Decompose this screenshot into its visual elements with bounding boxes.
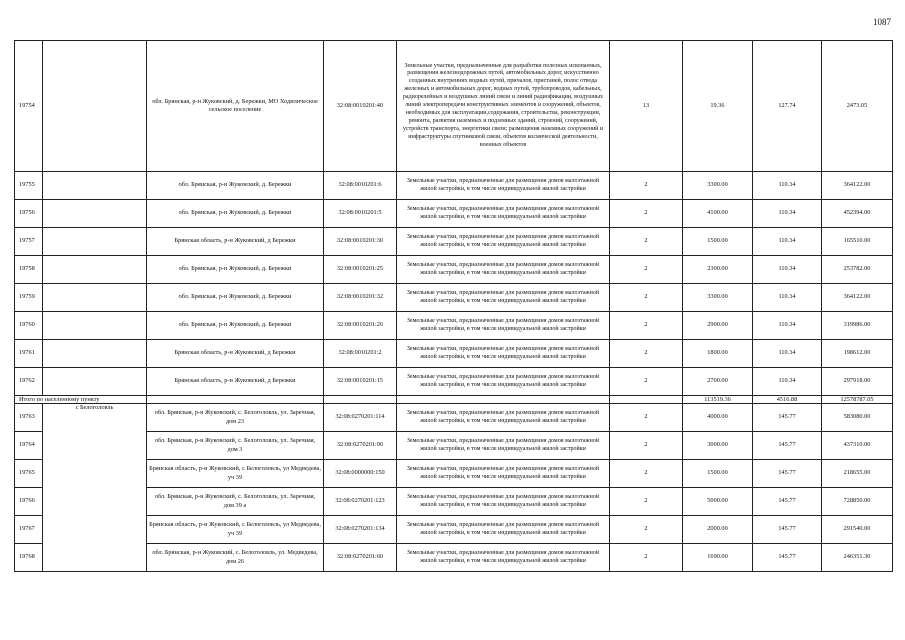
table-row [15,516,893,544]
land-use-cell: Земельные участки, предназначенные для размещения домов малоэтажной жилой застройки, в том числе индивидуальной жилой застройки [397,544,610,572]
area-cell: 5000.00 [683,488,753,516]
unit-cost-cell: 145.77 [753,432,822,460]
unit-cost-cell: 145.77 [753,516,822,544]
area-cell: 19.36 [683,41,753,172]
total-cost-cell: 728850.00 [822,488,893,516]
row-number: 19758 [15,256,43,284]
address-cell: обл. Брянская, р-н Жуковский, д. Бережки [147,200,324,228]
table-row [15,312,893,340]
land-use-cell: Земельные участки, предназначенные для разработки полезных ископаемых, размещения железнодорожных путей, автомобильных дорог, искусственно созданных внутренних водных путей, причалов, пристаней, полос отвода железных и автомобильных дорог, водных путей, трубопроводов, кабельных, радиорелейных и воздушных линий связи и линий радиофикации, воздушных линий электропередачи конструктивных элементов и сооружений, объектов, необходимых для эксплуатации,содержания, строительства, реконструкции, ремонта, развития наземных и подземных зданий, строений, сооружений, устройств транспорта, энергетики связи; размещения наземных сооружений и инфраструктуры спутниковой связи, объектов космической деятельности, военных объектов [397,41,610,172]
total-cost-cell: 319986.00 [822,312,893,340]
address-cell: обл. Брянская, р-н Жуковский, д. Бережки [147,172,324,200]
land-use-cell: Земельные участки, предназначенные для размещения домов малоэтажной жилой застройки, в том числе индивидуальной жилой застройки [397,256,610,284]
use-code: 2 [610,284,683,312]
area-cell: 1800.00 [683,340,753,368]
unit-cost-cell: 110.34 [753,200,822,228]
row-number: 19766 [15,488,43,516]
use-code: 2 [610,432,683,460]
settlement-cell [43,41,147,172]
area-cell: 2000.00 [683,516,753,544]
cadastral-number: 32:08:0010201:40 [324,41,397,172]
settlement-cell [43,284,147,312]
address-cell: Брянская область, р-н Жуковский, д Бережки [147,368,324,396]
use-code: 2 [610,516,683,544]
settlement-cell [43,228,147,256]
settlement-cell [43,368,147,396]
subtotal-row [15,396,893,404]
use-code: 2 [610,256,683,284]
table-row [15,172,893,200]
area-cell: 1690.00 [683,544,753,572]
cadastral-number: 32:08:0270201:90 [324,432,397,460]
table-cell [147,396,324,404]
total-cost-cell: 437310.00 [822,432,893,460]
use-code: 2 [610,404,683,432]
total-cost-cell: 297918.00 [822,368,893,396]
land-use-cell: Земельные участки, предназначенные для размещения домов малоэтажной жилой застройки, в том числе индивидуальной жилой застройки [397,200,610,228]
cadastral-number: 32:08:0010201:6 [324,172,397,200]
use-code: 2 [610,172,683,200]
subtotal-total: 12578787.05 [822,396,893,404]
total-cost-cell: 364122.00 [822,284,893,312]
address-cell: обл. Брянская, р-н Жуковский, д. Бережки [147,284,324,312]
total-cost-cell: 452394.00 [822,200,893,228]
total-cost-cell: 583080.00 [822,404,893,432]
land-use-cell: Земельные участки, предназначенные для размещения домов малоэтажной жилой застройки, в том числе индивидуальной жилой застройки [397,368,610,396]
cadastral-number: 32:08:0270201:114 [324,404,397,432]
use-code: 2 [610,544,683,572]
table-cell [397,396,610,404]
table-cell [324,396,397,404]
table-cell [610,396,683,404]
address-cell: Брянская область, р-н Жуковский, с Белоголовль, ул Медведева, уч 39 [147,460,324,488]
unit-cost-cell: 145.77 [753,460,822,488]
settlement-cell [43,312,147,340]
land-use-cell: Земельные участки, предназначенные для размещения домов малоэтажной жилой застройки, в том числе индивидуальной жилой застройки [397,228,610,256]
unit-cost-cell: 110.34 [753,172,822,200]
unit-cost-cell: 145.77 [753,488,822,516]
settlement-name: с Белоголовль [43,404,147,572]
use-code: 13 [610,41,683,172]
land-use-cell: Земельные участки, предназначенные для размещения домов малоэтажной жилой застройки, в том числе индивидуальной жилой застройки [397,312,610,340]
area-cell: 4100.00 [683,200,753,228]
settlement-cell [43,172,147,200]
cadastral-number: 32:08:0270201:134 [324,516,397,544]
total-cost-cell: 218655.00 [822,460,893,488]
unit-cost-cell: 127.74 [753,41,822,172]
table-row [15,228,893,256]
table-body-group2 [15,404,893,572]
settlement-cell [43,256,147,284]
table-row [15,488,893,516]
cadastral-number: 32:08:0010201:15 [324,368,397,396]
row-number: 19768 [15,544,43,572]
address-cell: обл. Брянская, р-н Жуковский, с. Белоголовль, ул. Заречная, дом 23 [147,404,324,432]
table-row [15,544,893,572]
row-number: 19763 [15,404,43,432]
unit-cost-cell: 110.34 [753,228,822,256]
total-cost-cell: 198612.00 [822,340,893,368]
settlement-cell [43,200,147,228]
unit-cost-cell: 110.34 [753,368,822,396]
land-use-cell: Земельные участки, предназначенные для размещения домов малоэтажной жилой застройки, в том числе индивидуальной жилой застройки [397,172,610,200]
row-number: 19765 [15,460,43,488]
page-number: 1087 [873,17,891,27]
row-number: 19755 [15,172,43,200]
row-number: 19764 [15,432,43,460]
address-cell: обл. Брянская, р-н Жуковский, д. Бережки [147,256,324,284]
total-cost-cell: 364122.00 [822,172,893,200]
address-cell: обл. Брянская, р-н Жуковский, с. Белоголовль, ул. Заречная, дом 3 [147,432,324,460]
total-cost-cell: 253782.00 [822,256,893,284]
table-row [15,404,893,432]
row-number: 19762 [15,368,43,396]
row-number: 19761 [15,340,43,368]
address-cell: обл. Брянская, р-н Жуковский, с. Белоголовль, ул. Заречная, дом 39 а [147,488,324,516]
row-number: 19759 [15,284,43,312]
table-body-group1 [15,41,893,396]
address-cell: Брянская область, р-н Жуковский, с Белоголовль, ул Медведева, уч 39 [147,516,324,544]
land-use-cell: Земельные участки, предназначенные для размещения домов малоэтажной жилой застройки, в том числе индивидуальной жилой застройки [397,460,610,488]
table-row [15,200,893,228]
area-cell: 2700.00 [683,368,753,396]
table-row [15,41,893,172]
unit-cost-cell: 110.34 [753,340,822,368]
use-code: 2 [610,460,683,488]
row-number: 19754 [15,41,43,172]
area-cell: 2900.00 [683,312,753,340]
area-cell: 2300.00 [683,256,753,284]
subtotal-label: Итого по населенному пункту [15,396,147,404]
row-number: 19757 [15,228,43,256]
land-use-cell: Земельные участки, предназначенные для размещения домов малоэтажной жилой застройки, в том числе индивидуальной жилой застройки [397,432,610,460]
use-code: 2 [610,200,683,228]
cadastral-number: 32:08:0010201:26 [324,312,397,340]
unit-cost-cell: 110.34 [753,284,822,312]
use-code: 2 [610,228,683,256]
cadastral-number: 32:08:0010201:25 [324,256,397,284]
land-use-cell: Земельные участки, предназначенные для размещения домов малоэтажной жилой застройки, в том числе индивидуальной жилой застройки [397,340,610,368]
area-cell: 1500.00 [683,228,753,256]
area-cell: 1500.00 [683,460,753,488]
area-cell: 3300.00 [683,284,753,312]
cadastral-number: 32:08:0270201:123 [324,488,397,516]
total-cost-cell: 165510.00 [822,228,893,256]
table-row [15,432,893,460]
table-row [15,340,893,368]
land-use-cell: Земельные участки, предназначенные для размещения домов малоэтажной жилой застройки, в том числе индивидуальной жилой застройки [397,404,610,432]
address-cell: Брянская область, р-н Жуковский, д Бережки [147,228,324,256]
address-cell: Брянская область, р-н Жуковский, д Бережки [147,340,324,368]
cadastral-number: 32:08:0270201:60 [324,544,397,572]
area-cell: 4000.00 [683,404,753,432]
land-use-cell: Земельные участки, предназначенные для размещения домов малоэтажной жилой застройки, в том числе индивидуальной жилой застройки [397,516,610,544]
use-code: 2 [610,368,683,396]
use-code: 2 [610,312,683,340]
row-number: 19760 [15,312,43,340]
address-cell: обл. Брянская, р-н Жуковский, д. Бережки, МО Ходилическое сельское поселение [147,41,324,172]
table-row [15,368,893,396]
unit-cost-cell: 145.77 [753,404,822,432]
subtotal-area: 113519.36 [683,396,753,404]
unit-cost-cell: 110.34 [753,256,822,284]
address-cell: обл. Брянская, р-н Жуковский, д. Бережки [147,312,324,340]
table-row [15,256,893,284]
total-cost-cell: 2473.05 [822,41,893,172]
use-code: 2 [610,340,683,368]
unit-cost-cell: 110.34 [753,312,822,340]
subtotal-cost: 4516.88 [753,396,822,404]
area-cell: 3000.00 [683,432,753,460]
total-cost-cell: 291540.00 [822,516,893,544]
table-row [15,460,893,488]
subtotal-body [15,396,893,404]
cadastral-number: 32:08:0010201:30 [324,228,397,256]
table-row [15,284,893,312]
row-number: 19767 [15,516,43,544]
cadastral-number: 32:08:0010201:5 [324,200,397,228]
unit-cost-cell: 145.77 [753,544,822,572]
land-register-table [14,40,893,572]
address-cell: обл. Брянская, р-н Жуковский, с. Белоголовль, ул. Медведева, дом 26 [147,544,324,572]
land-use-cell: Земельные участки, предназначенные для размещения домов малоэтажной жилой застройки, в том числе индивидуальной жилой застройки [397,488,610,516]
total-cost-cell: 246351.30 [822,544,893,572]
settlement-cell [43,340,147,368]
use-code: 2 [610,488,683,516]
row-number: 19756 [15,200,43,228]
cadastral-number: 32:08:0000000:150 [324,460,397,488]
area-cell: 3300.00 [683,172,753,200]
cadastral-number: 32:08:0010201:32 [324,284,397,312]
land-use-cell: Земельные участки, предназначенные для размещения домов малоэтажной жилой застройки, в том числе индивидуальной жилой застройки [397,284,610,312]
cadastral-number: 32:08:0010201:2 [324,340,397,368]
